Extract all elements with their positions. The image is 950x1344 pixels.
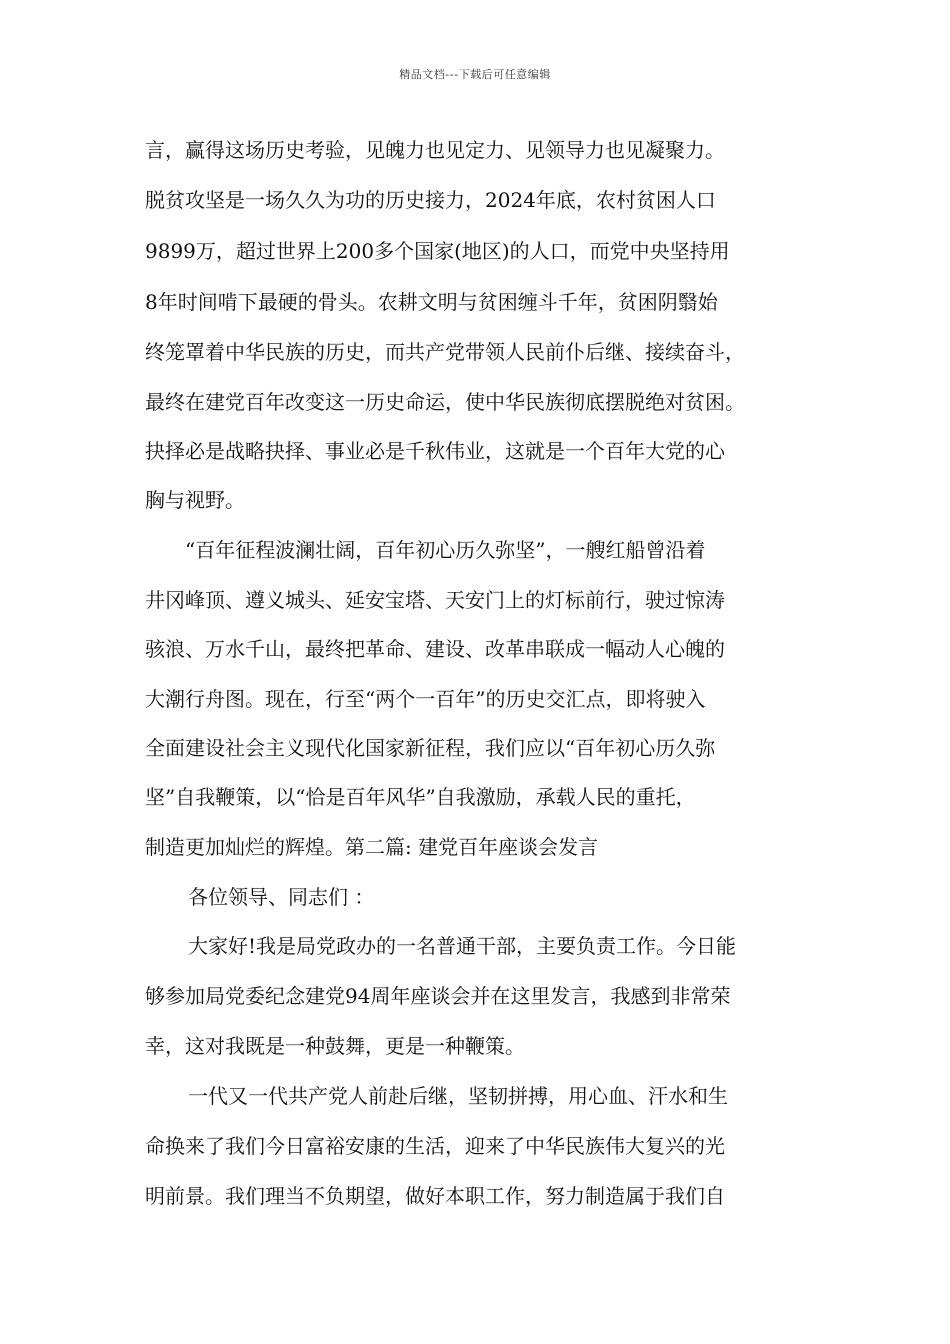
text-line: 够参加局党委纪念建党94周年座谈会并在这里发言，我感到非常荣 bbox=[145, 984, 731, 1008]
text-line: 幸，这对我既是一种鼓舞，更是一种鞭策。 bbox=[145, 1034, 525, 1058]
text-line: 坚”自我鞭策，以“恰是百年风华”自我激励，承载人民的重托， bbox=[145, 785, 696, 809]
text-line: 一代又一代共产党人前赴后继，坚韧拼搏，用心血、汗水和生 bbox=[188, 1084, 728, 1108]
text-line: 终笼罩着中华民族的历史，而共产党带领人民前仆后继、接续奋斗， bbox=[145, 340, 745, 364]
text-line: 最终在建党百年改变这一历史命运，使中华民族彻底摆脱绝对贫困。 bbox=[145, 390, 745, 414]
text-line: 胸与视野。 bbox=[145, 488, 245, 512]
text-line: 命换来了我们今日富裕安康的生活，迎来了中华民族伟大复兴的光 bbox=[145, 1134, 725, 1158]
text-line: 全面建设社会主义现代化国家新征程，我们应以“百年初心历久弥 bbox=[145, 736, 716, 760]
text-line: 8年时间啃下最硬的骨头。农耕文明与贫困缠斗千年，贫困阴翳始 bbox=[145, 290, 718, 314]
text-line: 9899万，超过世界上200多个国家(地区)的人口，而党中央坚持用 bbox=[145, 239, 730, 263]
text-line: 大潮行舟图。现在，行至“两个一百年”的历史交汇点，即将驶入 bbox=[145, 687, 706, 711]
text-line: 制造更加灿烂的辉煌。第二篇: 建党百年座谈会发言 bbox=[145, 835, 599, 859]
text-line: “百年征程波澜壮阔，百年初心历久弥坚”，一艘红船曾沿着 bbox=[185, 538, 706, 562]
text-line: 各位领导、同志们 ： bbox=[188, 885, 375, 909]
text-line: 大家好!我是局党政办的一名普通干部，主要负责工作。今日能 bbox=[188, 934, 737, 958]
text-line: 抉择必是战略抉择、事业必是千秋伟业，这就是一个百年大党的心 bbox=[145, 439, 725, 463]
text-line: 明前景。我们理当不负期望，做好本职工作，努力制造属于我们自 bbox=[145, 1184, 725, 1208]
text-line: 井冈峰顶、遵义城头、延安宝塔、天安门上的灯标前行，驶过惊涛 bbox=[145, 588, 725, 612]
page-header: 精品文档---下载后可任意编辑 bbox=[399, 68, 551, 81]
text-line: 骇浪、万水千山，最终把革命、建设、改革串联成一幅动人心魄的 bbox=[145, 637, 725, 661]
text-line: 言，赢得这场历史考验，见魄力也见定力、见领导力也见凝聚力。 bbox=[145, 138, 725, 162]
text-line: 脱贫攻坚是一场久久为功的历史接力，2024年底，农村贫困人口 bbox=[145, 188, 716, 212]
